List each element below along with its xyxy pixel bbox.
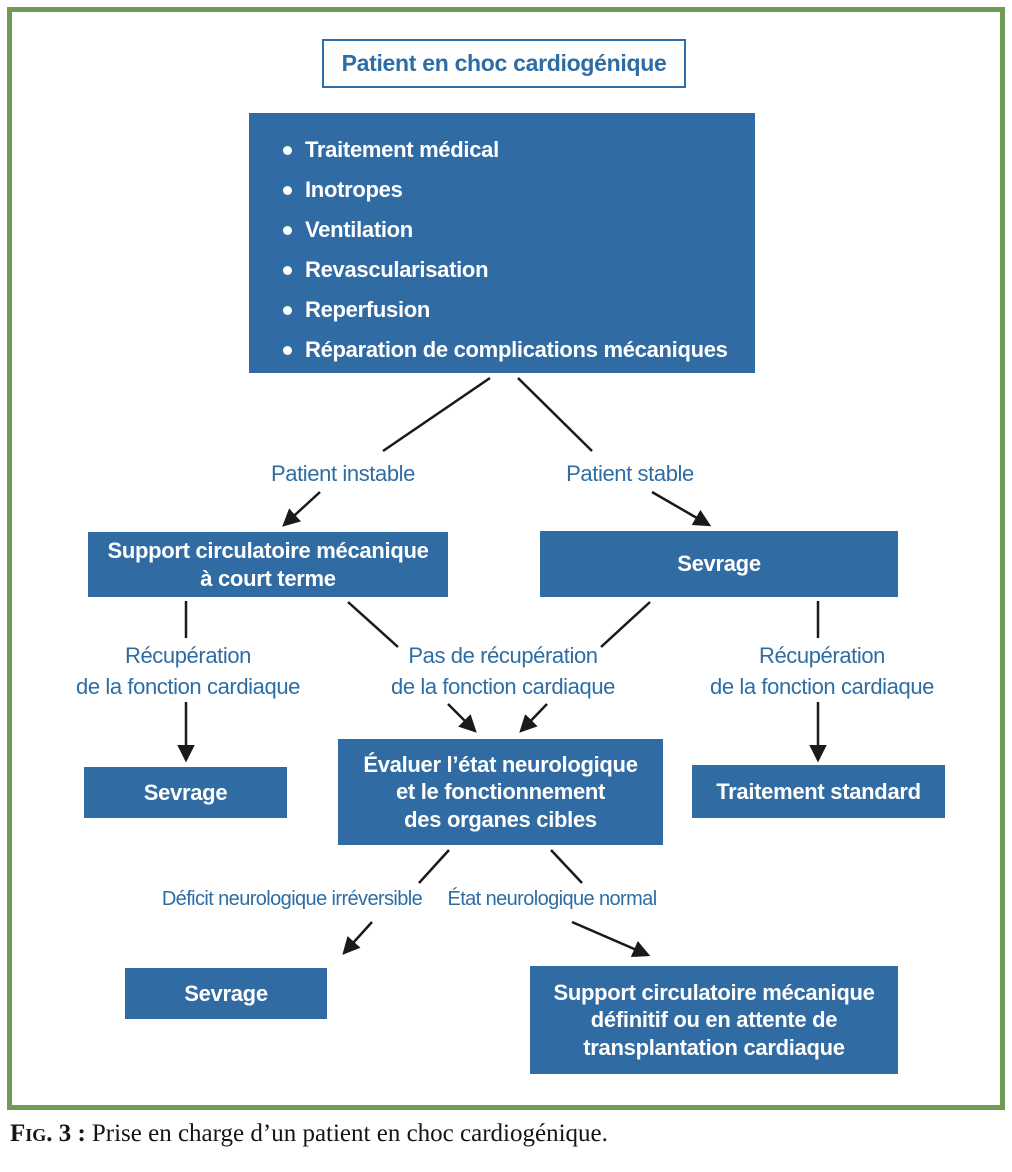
branch-label-etat-neurologique-normal: État neurologique normal [447,888,657,910]
figure-caption-number: Fig. 3 : [10,1120,86,1147]
bullet-icon [283,226,292,235]
node-sevrage-left: Sevrage [84,767,287,818]
node-traitement-standard: Traitement standard [692,765,945,818]
list-item [283,250,745,290]
figure-caption-text: Prise en charge d’un patient en choc cardiogénique. [91,1120,608,1147]
branch-label-patient-stable: Patient stable [566,461,694,486]
node-evaluer-etat-neurologique: Évaluer l’état neurologique et le fonctionnement des organes cibles [338,739,663,845]
list-item [283,330,745,370]
branch-label-patient-instable: Patient instable [270,461,416,486]
node-label: Patient en choc cardiogénique [341,50,667,76]
figure-caption [10,1120,1000,1148]
list-item-label: Reperfusion [305,297,431,322]
list-item [283,130,745,170]
list-item-label: Revascularisation [305,257,489,282]
branch-label-deficit-neurologique: Déficit neurologique irréversible [161,888,423,910]
branch-label-pas-de-recuperation: Pas de récupération de la fonction cardiaque [390,643,616,699]
branch-label-recuperation-left: Récupération de la fonction cardiaque [75,643,301,699]
bullet-icon [283,266,292,275]
list-item-label: Inotropes [305,177,403,202]
list-item-label: Traitement médical [305,137,499,162]
node-traitement-list [249,113,755,373]
bullet-icon [283,306,292,315]
node-support-definitif: Support circulatoire mécanique définitif ou en attente de transplantation cardiaque [530,966,898,1074]
node-support-court-terme: Support circulatoire mécanique à court terme [88,532,448,597]
node-sevrage-mid: Sevrage [540,531,898,597]
bullet-icon [283,186,292,195]
node-sevrage-bottom: Sevrage [125,968,327,1019]
node-patient-choc-cardiogenique [322,39,686,88]
list-item-label: Ventilation [305,217,413,242]
bullet-icon [283,146,292,155]
list-item [283,170,745,210]
list-item [283,210,745,250]
list-item-label: Réparation de complications mécaniques [305,337,728,362]
bullet-icon [283,346,292,355]
branch-label-recuperation-right: Récupération de la fonction cardiaque [709,643,935,699]
list-item [283,290,745,330]
